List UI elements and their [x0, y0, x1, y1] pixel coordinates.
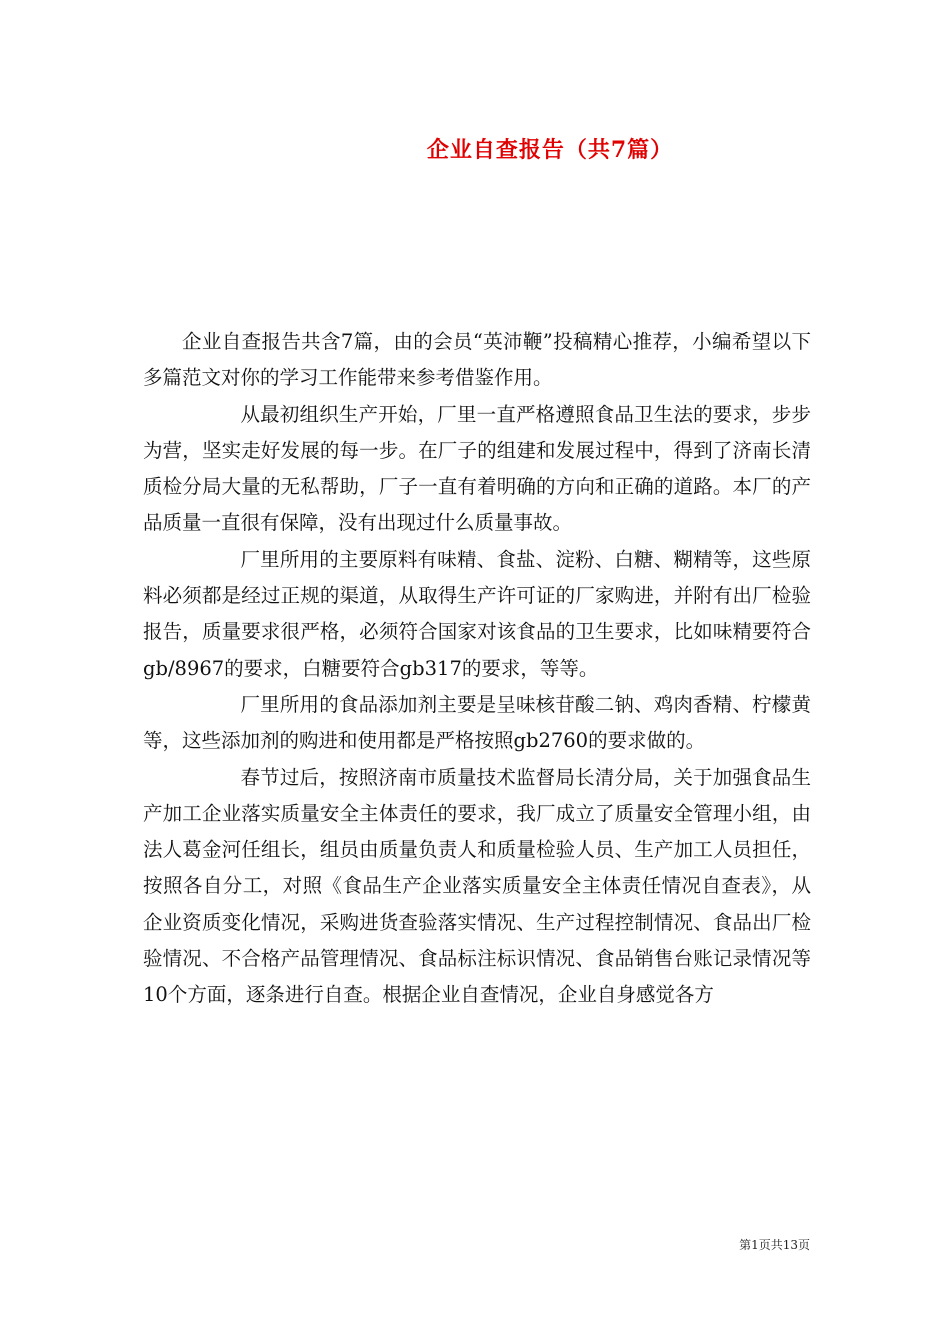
- page-number: 第1页共13页: [739, 1238, 810, 1252]
- paragraph-intro: 企业自查报告共含7篇，由的会员“英沛鞭”投稿精心推荐，小编希望以下多篇范文对你的学习工作能带来参考借鉴作用。: [143, 330, 811, 390]
- paragraph-additives: 厂里所用的食品添加剂主要是呈味核苷酸二钠、鸡肉香精、柠檬黄等，这些添加剂的购进和使用都是严格按照gb2760的要求做的。: [143, 692, 811, 753]
- paragraph-self-inspection: 春节过后，按照济南市质量技术监督局长清分局，关于加强食品生产加工企业落实质量安全主体责任的要求，我厂成立了质量安全管理小组，由法人葛金河任组长，组员由质量负责人和质量检验人员、生产加工人员担任，按照各自分工，对照《食品生产企业落实质量安全主体责任情况自查表》，从企业资质变化情况，采购进货查验落实情况、生产过程控制情况、食品出厂检验情况、不合格产品管理情况、食品标注标识情况、食品销售台账记录情况等10个方面，逐条进行自查。根据企业自查情况，企业自身感觉各方: [143, 765, 811, 1007]
- paragraph-production: 从最初组织生产开始，厂里一直严格遵照食品卫生法的要求，步步为营，坚实走好发展的每一步。在厂子的组建和发展过程中，得到了济南长清质检分局大量的无私帮助，厂子一直有着明确的方向和正确的道路。本厂的产品质量一直很有保障，没有出现过什么质量事故。: [143, 402, 811, 535]
- document-body: [143, 324, 811, 1014]
- paragraph-raw-materials: 厂里所用的主要原料有味精、食盐、淀粉、白糖、糊精等，这些原料必须都是经过正规的渠道，从取得生产许可证的厂家购进，并附有出厂检验报告，质量要求很严格，必须符合国家对该食品的卫生要求，比如味精要符合gb/8967的要求，白糖要符合gb317的要求，等等。: [143, 547, 811, 680]
- page-title: 企业自查报告（共7篇）: [426, 137, 674, 163]
